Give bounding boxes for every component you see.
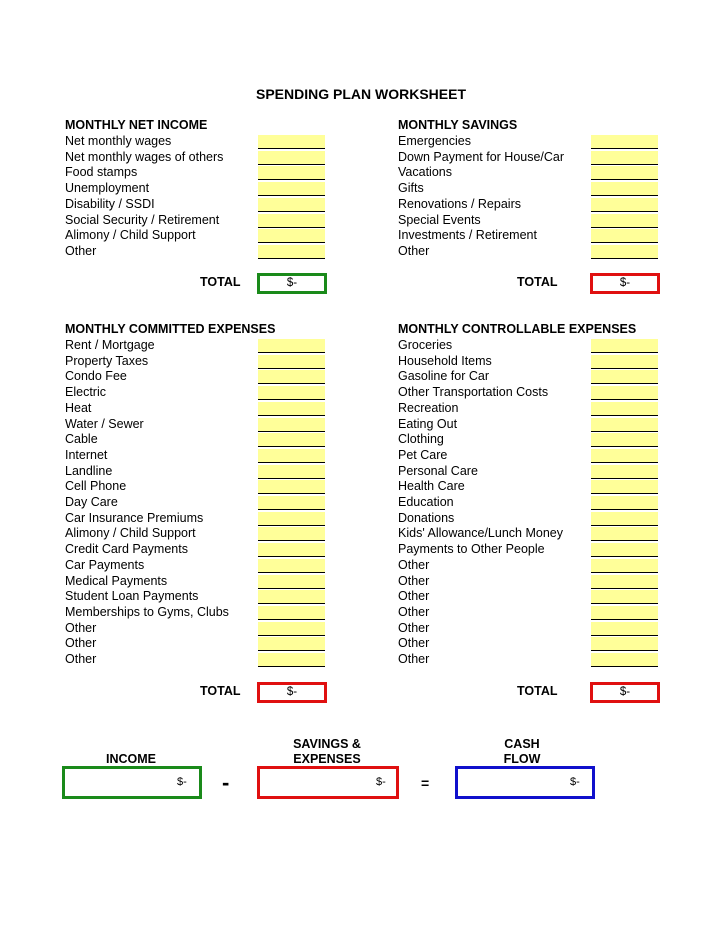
summary-cashflow-label-2: FLOW [503,752,541,766]
committed-amount-input[interactable] [258,590,325,604]
income-amount-input[interactable] [258,229,325,243]
equals-sign: = [421,775,430,791]
income-amount-input[interactable] [258,198,325,212]
savings-amount-input[interactable] [591,151,658,165]
controllable-item-label: Recreation [398,400,459,415]
controllable-item-label: Eating Out [398,416,458,431]
savings-row [398,181,668,197]
committed-row [65,385,335,401]
committed-item-label: Heat [65,400,92,415]
committed-item-label: Water / Sewer [65,416,144,431]
committed-item-label: Other [65,620,97,635]
income-amount-input[interactable] [258,151,325,165]
savings-item-label: Down Payment for House/Car [398,149,565,164]
committed-item-label: Car Insurance Premiums [65,510,204,525]
controllable-amount-input[interactable] [591,512,658,526]
committed-item-label: Internet [65,447,108,462]
controllable-row [398,652,668,668]
summary-income-value: $- [177,776,187,788]
minus-sign: - [222,770,230,795]
committed-item-label: Cable [65,432,98,447]
controllable-amount-input[interactable] [591,449,658,463]
controllable-item-label: Other [398,557,430,572]
committed-header: MONTHLY COMMITTED EXPENSES [65,322,276,336]
controllable-row [398,464,668,480]
committed-row [65,432,335,448]
controllable-amount-input[interactable] [591,386,658,400]
committed-amount-input[interactable] [258,527,325,541]
committed-row [65,574,335,590]
controllable-item-label: Other [398,636,430,651]
controllable-row [398,385,668,401]
controllable-item-label: Health Care [398,479,465,494]
committed-item-label: Landline [65,463,113,478]
committed-amount-input[interactable] [258,543,325,557]
committed-item-label: Condo Fee [65,369,127,384]
committed-amount-input[interactable] [258,480,325,494]
controllable-total-box: $- [590,682,660,703]
savings-amount-input[interactable] [591,229,658,243]
savings-item-label: Special Events [398,212,481,227]
controllable-item-label: Groceries [398,338,453,352]
income-amount-input[interactable] [258,214,325,228]
savings-item-label: Investments / Retirement [398,228,537,243]
controllable-amount-input[interactable] [591,480,658,494]
committed-row [65,605,335,621]
committed-item-label: Memberships to Gyms, Clubs [65,604,229,619]
committed-amount-input[interactable] [258,355,325,369]
controllable-amount-input[interactable] [591,402,658,416]
controllable-amount-input[interactable] [591,370,658,384]
income-item-label: Disability / SSDI [65,196,155,211]
committed-item-label: Cell Phone [65,479,127,494]
committed-item-label: Other [65,636,97,651]
income-amount-input[interactable] [258,135,325,149]
committed-amount-input[interactable] [258,575,325,589]
controllable-item-label: Other [398,573,430,588]
committed-row [65,652,335,668]
controllable-row [398,479,668,495]
controllable-item-label: Other [398,589,430,604]
controllable-row [398,338,668,354]
summary-expenses-label-1: SAVINGS & [293,737,361,751]
controllable-row [398,354,668,370]
savings-item-label: Other [398,243,430,258]
controllable-row [398,558,668,574]
controllable-amount-input[interactable] [591,543,658,557]
controllable-amount-input[interactable] [591,433,658,447]
committed-row [65,354,335,370]
controllable-amount-input[interactable] [591,339,658,353]
savings-item-label: Renovations / Repairs [398,196,521,211]
income-row [65,150,335,166]
summary-income-box [62,766,202,799]
controllable-item-label: Pet Care [398,447,448,462]
committed-item-label: Student Loan Payments [65,589,199,604]
income-amount-input[interactable] [258,245,325,259]
controllable-item-label: Personal Care [398,463,478,478]
committed-item-label: Medical Payments [65,573,168,588]
controllable-row [398,417,668,433]
income-item-label: Unemployment [65,181,150,196]
savings-amount-input[interactable] [591,214,658,228]
committed-row [65,417,335,433]
summary-cashflow-label-1: CASH [504,737,540,751]
committed-item-label: Day Care [65,495,118,509]
controllable-amount-input[interactable] [591,559,658,573]
income-row [65,165,335,181]
controllable-row [398,495,668,511]
summary-expenses-box [257,766,399,799]
committed-row [65,589,335,605]
income-row [65,181,335,197]
controllable-row [398,511,668,527]
committed-amount-input[interactable] [258,606,325,620]
summary-cashflow-value: $- [570,776,580,788]
controllable-amount-input[interactable] [591,637,658,651]
committed-amount-input[interactable] [258,449,325,463]
savings-amount-input[interactable] [591,135,658,149]
committed-total-label: TOTAL [200,684,241,698]
income-item-label: Other [65,243,97,258]
savings-row [398,134,668,150]
income-amount-input[interactable] [258,166,325,180]
income-total-label: TOTAL [200,275,241,289]
controllable-item-label: Education [398,495,454,509]
controllable-amount-input[interactable] [591,590,658,604]
committed-amount-input[interactable] [258,512,325,526]
income-item-label: Net monthly wages [65,134,172,148]
committed-amount-input[interactable] [258,386,325,400]
committed-item-label: Other [65,652,97,666]
summary-cashflow-box [455,766,595,799]
income-amount-input[interactable] [258,182,325,196]
controllable-row [398,369,668,385]
committed-item-label: Electric [65,385,106,400]
controllable-row [398,432,668,448]
controllable-amount-input[interactable] [591,355,658,369]
controllable-row [398,574,668,590]
summary-income-label: INCOME [106,752,156,766]
savings-header: MONTHLY SAVINGS [398,118,518,132]
committed-row [65,526,335,542]
income-row [65,197,335,213]
savings-row [398,244,668,260]
committed-amount-input[interactable] [258,370,325,384]
income-item-label: Alimony / Child Support [65,228,196,243]
committed-item-label: Credit Card Payments [65,542,188,557]
committed-row [65,558,335,574]
committed-amount-input[interactable] [258,496,325,510]
committed-amount-input[interactable] [258,418,325,432]
committed-item-label: Alimony / Child Support [65,526,196,541]
committed-amount-input[interactable] [258,465,325,479]
summary-expenses-label-2: EXPENSES [293,752,361,766]
committed-amount-input[interactable] [258,433,325,447]
savings-row [398,213,668,229]
controllable-amount-input[interactable] [591,575,658,589]
controllable-item-label: Household Items [398,353,492,368]
savings-amount-input[interactable] [591,166,658,180]
controllable-row [398,621,668,637]
income-item-label: Net monthly wages of others [65,149,224,164]
controllable-item-label: Other [398,652,430,666]
income-row [65,134,335,150]
committed-amount-input[interactable] [258,622,325,636]
savings-amount-input[interactable] [591,245,658,259]
controllable-row [398,401,668,417]
income-header: MONTHLY NET INCOME [65,118,208,132]
committed-amount-input[interactable] [258,339,325,353]
committed-row [65,448,335,464]
committed-row [65,464,335,480]
income-row [65,228,335,244]
committed-total-box: $- [257,682,327,703]
controllable-amount-input[interactable] [591,496,658,510]
controllable-amount-input[interactable] [591,606,658,620]
controllable-amount-input[interactable] [591,418,658,432]
savings-row [398,150,668,166]
savings-total-box: $- [590,273,660,294]
income-item-label: Food stamps [65,165,138,180]
controllable-item-label: Other [398,604,430,619]
committed-row [65,369,335,385]
savings-amount-input[interactable] [591,182,658,196]
committed-row [65,636,335,652]
committed-item-label: Property Taxes [65,353,149,368]
savings-item-label: Emergencies [398,134,471,148]
controllable-item-label: Clothing [398,432,444,447]
committed-row [65,542,335,558]
controllable-header: MONTHLY CONTROLLABLE EXPENSES [398,322,637,336]
committed-item-label: Rent / Mortgage [65,338,155,352]
controllable-amount-input[interactable] [591,622,658,636]
controllable-item-label: Kids' Allowance/Lunch Money [398,526,563,541]
controllable-item-label: Gasoline for Car [398,369,490,384]
committed-row [65,511,335,527]
income-item-label: Social Security / Retirement [65,212,220,227]
savings-row [398,197,668,213]
committed-row [65,495,335,511]
committed-item-label: Car Payments [65,557,145,572]
controllable-item-label: Other [398,620,430,635]
controllable-row [398,605,668,621]
controllable-amount-input[interactable] [591,465,658,479]
committed-row [65,479,335,495]
committed-amount-input[interactable] [258,653,325,667]
controllable-item-label: Payments to Other People [398,542,545,557]
committed-amount-input[interactable] [258,559,325,573]
controllable-item-label: Donations [398,510,455,525]
savings-row [398,228,668,244]
controllable-amount-input[interactable] [591,653,658,667]
savings-total-label: TOTAL [517,275,558,289]
savings-item-label: Vacations [398,165,452,180]
savings-item-label: Gifts [398,181,424,196]
income-total-box: $- [257,273,327,294]
committed-row [65,401,335,417]
income-row [65,213,335,229]
income-row [65,244,335,260]
controllable-row [398,542,668,558]
controllable-row [398,448,668,464]
controllable-total-label: TOTAL [517,684,558,698]
committed-amount-input[interactable] [258,402,325,416]
savings-row [398,165,668,181]
controllable-item-label: Other Transportation Costs [398,385,549,400]
controllable-row [398,636,668,652]
controllable-amount-input[interactable] [591,527,658,541]
savings-amount-input[interactable] [591,198,658,212]
committed-row [65,621,335,637]
committed-row [65,338,335,354]
committed-amount-input[interactable] [258,637,325,651]
controllable-row [398,526,668,542]
page-title: SPENDING PLAN WORKSHEET [255,86,466,102]
controllable-row [398,589,668,605]
summary-expenses-value: $- [376,776,386,788]
